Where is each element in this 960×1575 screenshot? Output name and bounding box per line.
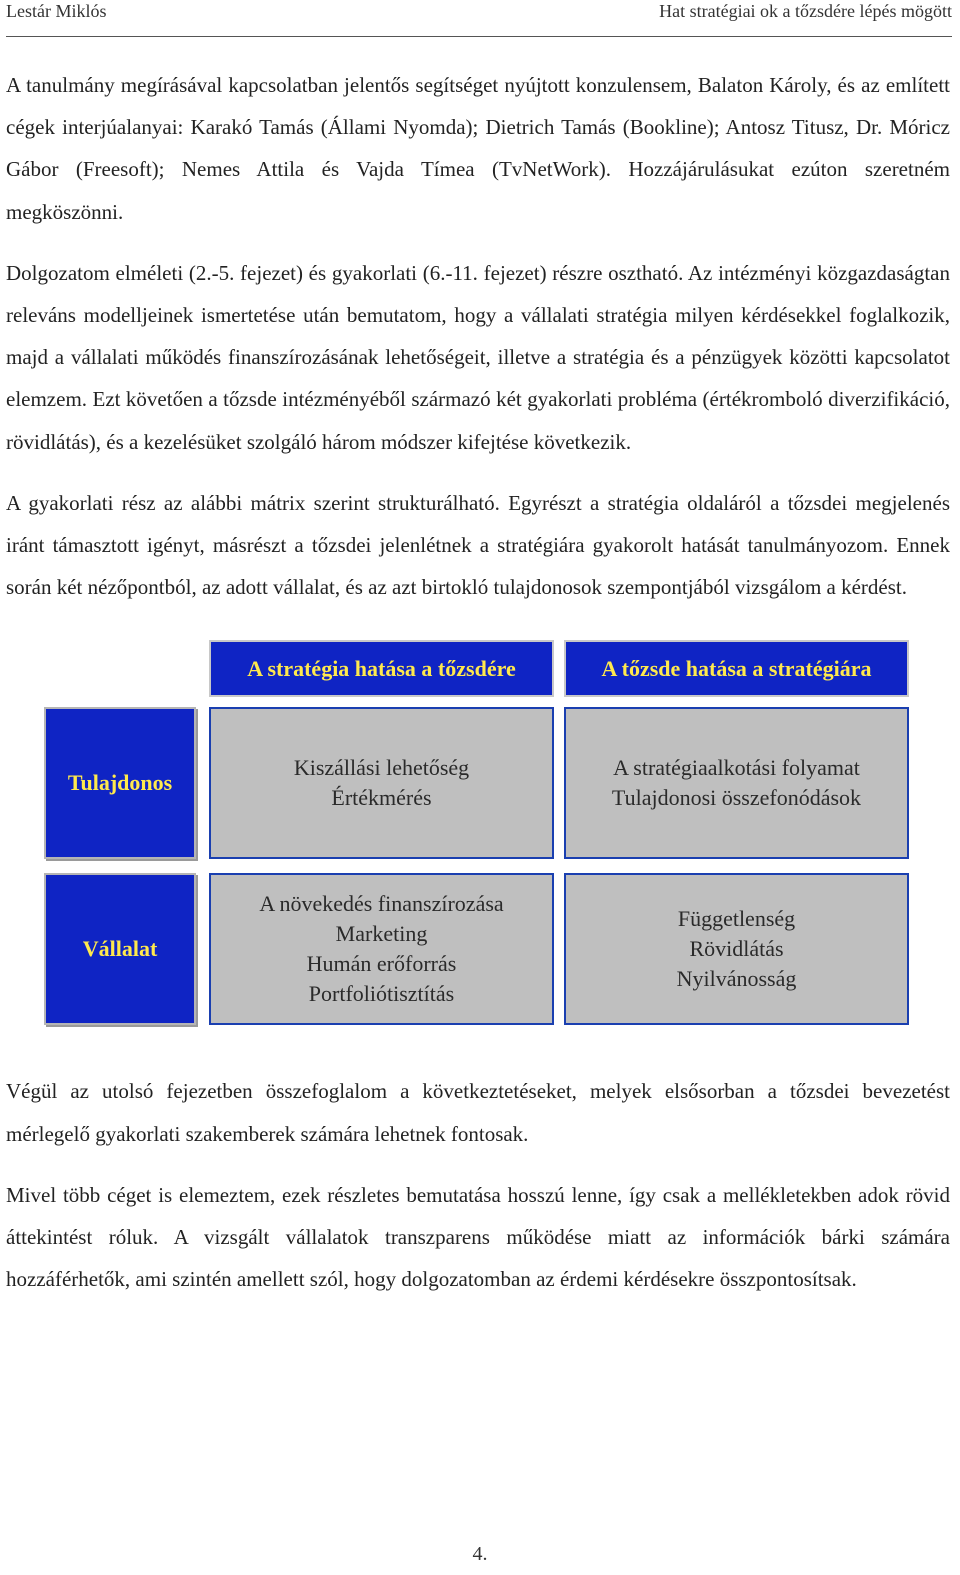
- paragraph-practical-part: A gyakorlati rész az alábbi mátrix szerint strukturálható. Egyrészt a stratégia oldaláról a tőzsdei megjelenés iránt támasztott igényt, másrészt a tőzsdei jelenlétnek a stratégiára gyakorolt hatását tanulmányozom. Ennek során két nézőpontból, az adott vállalat, és az azt birtokló tulajdonosok szempontjából vizsgálom a kérdést.: [6, 490, 950, 600]
- paragraph-structure-overview: Dolgozatom elméleti (2.-5. fejezet) és gyakorlati (6.-11. fejezet) részre osztható. Az intézményi közgazdaságtan releváns modelljeinek ismertetése után bemutatom, hogy a vállalati stratégia milyen kérdésekkel foglalkozik, majd a vállalati működés finanszírozásának lehetőségeit, illetve a stratégia és a pénzügyek közötti kapcsolatot elemzem. Ezt követően a tőzsde intézményéből származó két gyakorlati probléma (értékromboló diverzifikáció, rövidlátás), és a kezelésüket szolgáló három módszer kifejtése következik.: [6, 260, 950, 454]
- matrix-cell-line: Portfoliótisztítás: [308, 981, 455, 1007]
- matrix-col-header-strategy-effect: A stratégia hatása a tőzsdére: [209, 640, 554, 697]
- matrix-cell-line: Értékmérés: [331, 785, 432, 811]
- running-header: [6, 0, 952, 37]
- matrix-cell-owner-strategy: [209, 707, 554, 859]
- page-number: 4.: [472, 1543, 488, 1565]
- matrix-cell-line: A növekedés finanszírozása: [259, 891, 504, 917]
- matrix-cell-line: Tulajdonosi összefonódások: [611, 785, 862, 811]
- document-body: [6, 64, 950, 1300]
- matrix-cell-company-exchange: [564, 873, 909, 1025]
- matrix-cell-line: Kiszállási lehetőség: [293, 755, 470, 781]
- matrix-cell-line: Marketing: [335, 921, 428, 947]
- paragraph-acknowledgement: A tanulmány megírásával kapcsolatban jelentős segítséget nyújtott konzulensem, Balaton Károly, és az említett cégek interjúalanyai: Karakó Tamás (Állami Nyomda); Dietrich Tamás (Bookline); Antosz Titusz, Dr. Móricz Gábor (Freesoft); Nemes Attila és Vajda Tímea (TvNetWork). Hozzájárulásukat ezúton szeretném megköszönni.: [6, 73, 950, 224]
- matrix-cell-line: Humán erőforrás: [306, 951, 457, 977]
- matrix-cell-line: A stratégiaalkotási folyamat: [613, 755, 860, 781]
- matrix-cell-line: Nyilvánosság: [676, 966, 797, 992]
- matrix-cell-company-strategy: [209, 873, 554, 1025]
- paragraph-appendix-note: Mivel több céget is elemeztem, ezek részletes bemutatása hosszú lenne, így csak a mellékletekben adok rövid áttekintést róluk. A vizsgált vállalatok transzparens működése miatt az információk bárki számára hozzáférhetők, ami szintén amellett szól, hogy dolgozatomban az érdemi kérdésekre összpontosítsak.: [6, 1182, 950, 1292]
- header-author: Lestár Miklós: [6, 1, 107, 21]
- matrix-cell-line: Rövidlátás: [689, 936, 784, 962]
- strategy-matrix: [6, 640, 950, 1070]
- matrix-col-header-exchange-effect: A tőzsde hatása a stratégiára: [564, 640, 909, 697]
- matrix-cell-line: Függetlenség: [677, 906, 796, 932]
- paragraph-conclusion: Végül az utolsó fejezetben összefoglalom a következtetéseket, melyek elsősorban a tőzsdei bevezetést mérlegelő gyakorlati szakemberek számára lehetnek fontosak.: [6, 1079, 950, 1146]
- matrix-row-header-company: Vállalat: [44, 873, 196, 1025]
- matrix-row-header-owner: Tulajdonos: [44, 707, 196, 859]
- header-title: Hat stratégiai ok a tőzsdére lépés mögött: [659, 1, 952, 21]
- matrix-cell-owner-exchange: [564, 707, 909, 859]
